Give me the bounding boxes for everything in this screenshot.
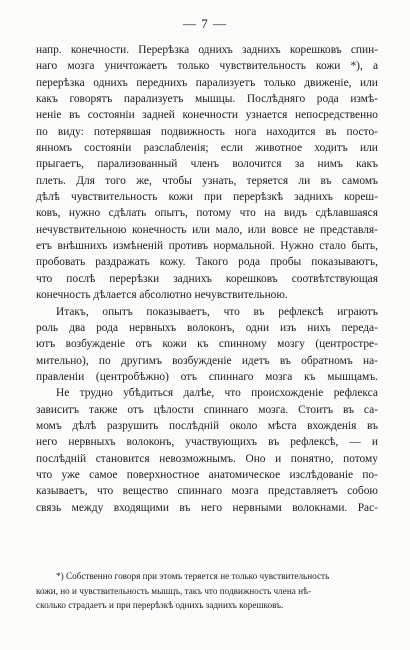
word: понятно, (290, 452, 334, 465)
word: же, (136, 174, 152, 187)
word: пробовать (36, 256, 86, 269)
word: Такого (195, 256, 229, 269)
word: въ (69, 109, 81, 122)
word: янномъ (36, 142, 73, 155)
word: на- (363, 354, 378, 367)
word: мозга (265, 370, 293, 383)
word: въ (253, 305, 265, 318)
word: посто- (346, 125, 378, 138)
word: или (360, 76, 378, 89)
text-line (36, 107, 378, 123)
word: спиннаго (208, 370, 254, 383)
word: быть, (351, 240, 378, 253)
word: участвующихъ (185, 436, 258, 449)
word: за (294, 158, 305, 171)
word: въ (179, 501, 191, 514)
word: мѣста (267, 419, 297, 432)
word: заднихъ (294, 191, 333, 204)
word: находится (266, 125, 316, 138)
footnote-line: кожи, но и чувствительность мышцъ, такъ что подвижность члена нѣ- (36, 585, 312, 596)
word: парализованный (97, 158, 178, 171)
word: возбужденіе (65, 338, 126, 351)
word: чувствительность (70, 191, 158, 204)
word: кожи (168, 191, 193, 204)
word: заднихъ (242, 44, 281, 56)
word: въ (268, 436, 280, 449)
word: непосредственно (295, 109, 378, 122)
word: если (220, 142, 244, 155)
word: кожи (316, 60, 341, 73)
word: конечность (131, 223, 187, 236)
word: нужно (68, 207, 101, 220)
word: мышцамъ. (327, 370, 378, 383)
text-line (36, 500, 378, 516)
word: представляетъ (268, 485, 338, 498)
word: нервныхъ (68, 436, 116, 449)
word: состояніи (84, 142, 132, 155)
word: анатомическое (208, 468, 281, 481)
word: соотвѣтствующая (291, 272, 378, 285)
word: опытъ, (154, 207, 188, 220)
word: плеть. (36, 174, 66, 187)
word: уничтожаетъ (104, 60, 168, 73)
word: нихъ (307, 321, 331, 334)
word: сдѣлать (108, 207, 147, 220)
word: потому (196, 207, 232, 220)
word: задней (142, 109, 175, 122)
text-line (36, 353, 378, 369)
word: вовсе (271, 223, 298, 236)
word: что (36, 468, 53, 481)
word: что (224, 387, 241, 400)
word: раздражать (95, 256, 150, 269)
footnote-line: сколько страдаетъ и при перерѣзкѣ однихъ заднихъ корешковъ. (36, 600, 284, 611)
word: спиннаго (177, 485, 223, 498)
text-line (36, 75, 378, 91)
word: по (98, 354, 111, 367)
word: какъ (356, 158, 378, 171)
word: два (69, 321, 86, 334)
word: въ (343, 403, 354, 416)
word: него (36, 436, 58, 449)
word: что (239, 207, 256, 220)
word: него (200, 501, 223, 514)
text-line (36, 189, 378, 205)
word: невозможнымъ. (159, 452, 236, 465)
word: кожи (162, 338, 187, 351)
word: волоконъ, (187, 321, 235, 334)
word: нечувствительною (36, 223, 127, 236)
word: заднихъ (173, 272, 212, 285)
text-line (36, 173, 378, 189)
body-text (36, 42, 378, 516)
word: отъ (180, 370, 198, 383)
word: виду: (57, 125, 84, 138)
word: спиннаго (203, 403, 249, 416)
text-line (36, 320, 378, 336)
word: вхожденія (307, 419, 357, 432)
word: по- (362, 468, 378, 481)
word: мозгу (277, 338, 305, 351)
text-line (36, 222, 378, 238)
word: переднихъ (136, 76, 188, 89)
word: стало (319, 240, 346, 253)
word: отъ (127, 403, 144, 416)
word: опытъ (102, 305, 133, 318)
text-line (36, 91, 378, 107)
word: идетъ (241, 354, 270, 367)
word: нормальной. (213, 240, 275, 253)
word: что (223, 305, 240, 318)
text-line (36, 467, 378, 483)
word: перерѣзки (109, 272, 160, 285)
text-line (36, 434, 378, 450)
word: потому (343, 452, 378, 465)
word: рефлексѣ, (290, 436, 339, 449)
word: или (360, 142, 378, 155)
word: по (36, 125, 48, 138)
word: что (36, 272, 53, 285)
word: переда- (341, 321, 378, 334)
word: Не (56, 387, 70, 400)
word: Послѣдняго (246, 93, 306, 106)
word: волочится (232, 158, 282, 171)
word: животное (255, 142, 303, 155)
word: происхожденіе (251, 387, 324, 400)
word: нимъ (317, 158, 343, 171)
text-line (36, 156, 378, 172)
word: на (264, 207, 276, 220)
word: мало, (215, 223, 243, 236)
word: видъ (283, 207, 308, 220)
word: послѣдній (168, 419, 220, 432)
word: уже (61, 468, 80, 481)
word: прыгаетъ, (36, 158, 84, 171)
word: мозга (231, 485, 259, 498)
word: изслѣдованіе (289, 468, 354, 481)
word: подвижность (160, 125, 225, 138)
word: связь (36, 501, 62, 514)
word: одни (245, 321, 270, 334)
word: перерѣзка (36, 76, 85, 89)
text-line-paragraph-start (36, 304, 378, 320)
page-number: — 7 — (183, 16, 227, 31)
word: пробы (270, 256, 302, 269)
word: ли (298, 174, 311, 187)
word: спин- (350, 44, 378, 56)
word: нервными (232, 501, 282, 514)
text-line (36, 238, 378, 254)
text-line (36, 451, 378, 467)
word: Нужно (280, 240, 314, 253)
text-line (36, 254, 378, 270)
word: наго (36, 60, 58, 73)
word: трудно (79, 387, 113, 400)
text-line-paragraph-start (36, 385, 378, 401)
word: къ (304, 370, 316, 383)
word: играютъ (337, 305, 378, 318)
word: только (263, 76, 296, 89)
word: мозга. (258, 403, 289, 416)
text-line (36, 418, 378, 434)
word: ютъ (36, 338, 56, 351)
word: потерявшая (93, 125, 151, 138)
word: внѣшнихъ (57, 240, 108, 253)
word: чтобы (162, 174, 192, 187)
word: рода (96, 321, 119, 334)
word: не (303, 223, 315, 236)
word: узнается (245, 109, 288, 122)
word: мозга (67, 60, 95, 73)
word: зависитъ (36, 403, 80, 416)
word: кореш- (344, 191, 378, 204)
word: и (371, 436, 378, 449)
word: напр. (36, 44, 62, 56)
word: *), (350, 60, 363, 73)
word: другимъ (120, 354, 162, 367)
word: Перерѣзка (138, 44, 190, 56)
word: рефлекса (333, 387, 378, 400)
word: или (192, 223, 211, 236)
text-line (36, 42, 378, 58)
word: однихъ (93, 76, 128, 89)
word: при (204, 191, 222, 204)
word: волоконъ, (126, 436, 175, 449)
word: кожу. (159, 256, 186, 269)
word: спинному (218, 338, 267, 351)
word: неніе (36, 109, 62, 122)
word: са- (363, 403, 378, 416)
word: конечности (182, 109, 238, 122)
word: (центростре- (315, 338, 378, 351)
text-line (36, 336, 378, 352)
word: обратномъ (301, 354, 353, 367)
word: вещество (122, 485, 169, 498)
word: узнать, (202, 174, 237, 187)
word: изъ (279, 321, 297, 334)
word: правленіи (36, 370, 85, 383)
word: показываетъ, (146, 305, 210, 318)
footnote-line: *) Собственно говоря при этомъ теряется не только чувствительность (56, 571, 330, 581)
text-line (36, 205, 378, 221)
word: мышцы. (195, 93, 236, 106)
word: того (105, 174, 126, 187)
text-line-paragraph-end (36, 369, 378, 385)
word: какъ (36, 93, 58, 106)
word: рефлексѣ (278, 305, 324, 318)
word: противъ (168, 240, 209, 253)
word: момъ (36, 419, 62, 432)
word: въ (325, 125, 337, 138)
word: корешковъ (289, 44, 342, 56)
word: рода (316, 93, 339, 106)
word: говорятъ (69, 93, 113, 106)
word: ходитъ (314, 142, 348, 155)
word: парализуетъ (123, 93, 184, 106)
word: поверхностное (126, 468, 200, 481)
word: разслабленія; (143, 142, 209, 155)
word: роль (36, 321, 59, 334)
word: послѣ (66, 272, 96, 285)
word: а (372, 60, 378, 73)
word: движеніе, (304, 76, 352, 89)
word: измѣ- (350, 93, 378, 106)
word: етъ (36, 240, 52, 253)
word: дѣлѣ (36, 191, 60, 204)
word: Итакъ, (56, 305, 89, 318)
word: въ (279, 354, 291, 367)
word: отъ (135, 338, 152, 351)
word: (центробѣжно) (95, 370, 169, 383)
word: конечности. (70, 44, 130, 56)
word: между (71, 501, 104, 514)
word: парализуетъ (195, 76, 256, 89)
word: корешковъ (225, 272, 278, 285)
word: становится (95, 452, 150, 465)
word: дѣлѣ (72, 419, 97, 432)
word: далѣе, (183, 387, 215, 400)
word: собою (347, 485, 378, 498)
word: измѣненій (112, 240, 164, 253)
word: въ (320, 174, 332, 187)
word: волокнами. (292, 501, 348, 514)
word: входящими (113, 501, 169, 514)
word: Для (76, 174, 95, 187)
text-line (36, 58, 378, 74)
word: что (97, 485, 114, 498)
word: теряется (246, 174, 289, 187)
word: состояніи (87, 109, 135, 122)
word: только (177, 60, 210, 73)
word: къ (197, 338, 209, 351)
word: въ (366, 419, 378, 432)
footnote (36, 569, 378, 613)
word: также (88, 403, 118, 416)
word: самомъ (341, 174, 378, 187)
text-line (36, 402, 378, 418)
text-line-paragraph-end: конечность дѣлается абсолютно нечувствительною. (36, 289, 288, 302)
word: сдѣлавшаяся (315, 207, 378, 220)
word: членъ (190, 158, 220, 171)
word: Стоитъ (298, 403, 334, 416)
word: около (229, 419, 258, 432)
word: Оно (245, 452, 266, 465)
word: рода (238, 256, 261, 269)
word: возбужденіе (172, 354, 232, 367)
word: или (247, 223, 266, 236)
word: нервныхъ (128, 321, 177, 334)
word: убѣдиться (123, 387, 174, 400)
word: самое (89, 468, 118, 481)
text-line (36, 140, 378, 156)
word: ковъ, (36, 207, 61, 220)
word: послѣдній (36, 452, 87, 465)
word: мительно), (36, 354, 89, 367)
text-line (36, 271, 378, 287)
word: однихъ (198, 44, 233, 56)
word: перерѣзкѣ (233, 191, 284, 204)
word: представля- (320, 223, 378, 236)
word: и (275, 452, 282, 465)
word: нога (234, 125, 257, 138)
word: казываетъ, (36, 485, 88, 498)
word: Рас- (357, 501, 378, 514)
word: цѣлости (153, 403, 194, 416)
text-line (36, 124, 378, 140)
word: чувствительность (219, 60, 306, 73)
word: — (349, 436, 361, 449)
text-line (36, 483, 378, 499)
word: разрушить (106, 419, 159, 432)
word: показываютъ, (311, 256, 378, 269)
